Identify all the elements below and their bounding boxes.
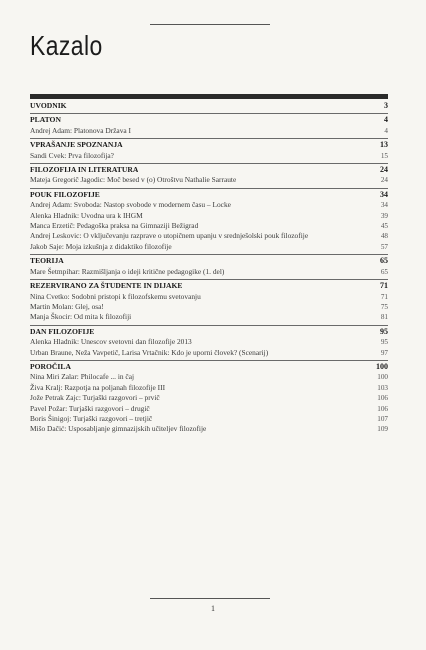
toc-entry — [30, 414, 388, 424]
toc-section — [30, 113, 388, 138]
toc-entry — [30, 211, 388, 221]
section-heading — [30, 327, 388, 337]
toc-entry — [30, 372, 388, 382]
toc-entry — [30, 424, 388, 434]
toc-entry — [30, 151, 388, 161]
entry-title: Andrej Leskovic: O vključevanju razprave o utopičnem upanju v srednješolski pouk filozofije — [30, 231, 309, 241]
entry-page-number: 97 — [380, 348, 388, 357]
entry-title: Manca Erzetič: Pedagoška praksa na Gimnaziji Bežigrad — [30, 221, 199, 231]
entry-page-number: 4 — [384, 126, 388, 135]
toc-section — [30, 100, 388, 113]
toc-entry — [30, 337, 388, 347]
entry-title: Mišo Dačić: Usposabljanje gimnazijskih učiteljev filozofije — [30, 424, 207, 434]
toc-section — [30, 360, 388, 437]
toc-section — [30, 325, 388, 360]
section-title: FILOZOFIJA IN LITERATURA — [30, 165, 139, 175]
section-page-number: 34 — [380, 189, 388, 199]
section-page-number: 4 — [384, 115, 388, 125]
section-heading — [30, 281, 388, 291]
page-title: Kazalo — [30, 30, 103, 61]
section-title: PLATON — [30, 115, 61, 125]
entry-page-number: 81 — [380, 313, 388, 322]
section-page-number: 71 — [380, 281, 388, 291]
entry-title: Jože Petrak Zajc: Turjaški razgovori – prvič — [30, 393, 160, 403]
section-title: POROČILA — [30, 361, 71, 371]
entry-title: Martin Molan: Glej, osa! — [30, 301, 104, 311]
entry-page-number: 15 — [380, 151, 388, 160]
toc-section — [30, 138, 388, 163]
toc-entry — [30, 292, 388, 302]
section-page-number: 65 — [380, 256, 388, 266]
toc-section — [30, 279, 388, 325]
entry-page-number: 34 — [380, 201, 388, 210]
toc-section — [30, 163, 388, 188]
entry-page-number: 75 — [380, 302, 388, 311]
section-page-number: 3 — [384, 101, 388, 110]
entry-page-number: 45 — [380, 222, 388, 231]
entry-title: Alenka Hladnik: Uvodna ura k IHGM — [30, 210, 143, 220]
entry-title: Manja Škocir: Od mita k filozofiji — [30, 312, 132, 322]
section-heading — [30, 362, 388, 372]
entry-title: Boris Šinigoj: Turjaški razgovori – tretjič — [30, 413, 153, 423]
page-number: 1 — [211, 604, 215, 613]
entry-page-number: 24 — [380, 176, 388, 185]
entry-title: Nina Miri Zalar: Philocafe ... in čaj — [30, 372, 135, 382]
toc-entry — [30, 200, 388, 210]
toc-entry — [30, 348, 388, 358]
entry-page-number: 100 — [377, 373, 388, 382]
entry-title: Urban Braune, Neža Vavpetič, Larisa Vrtačnik: Kdo je uporni človek? (Scenarij) — [30, 347, 269, 357]
entry-page-number: 95 — [380, 338, 388, 347]
toc-entry — [30, 383, 388, 393]
top-rule — [150, 24, 270, 25]
section-title: POUK FILOZOFIJE — [30, 189, 100, 199]
entry-title: Mateja Gregorič Jagodic: Moč besed v (o) Otroštvu Nathalie Sarraute — [30, 175, 237, 185]
entry-page-number: 106 — [377, 404, 388, 413]
section-title: REZERVIRANO ZA ŠTUDENTE IN DIJAKE — [30, 281, 183, 291]
toc-entry — [30, 267, 388, 277]
entry-title: Živa Kralj: Razpotja na poljanah filozofije III — [30, 382, 166, 392]
entry-page-number: 107 — [377, 414, 388, 423]
entry-page-number: 65 — [380, 267, 388, 276]
entry-page-number: 48 — [380, 232, 388, 241]
section-page-number: 24 — [380, 165, 388, 175]
entry-page-number: 57 — [380, 242, 388, 251]
section-heading — [30, 190, 388, 200]
section-page-number: 13 — [380, 140, 388, 150]
entry-page-number: 71 — [380, 292, 388, 301]
entry-page-number: 39 — [380, 211, 388, 220]
section-title: TEORIJA — [30, 256, 64, 266]
table-of-contents — [30, 100, 388, 437]
toc-entry — [30, 404, 388, 414]
section-heading — [30, 101, 388, 111]
toc-entry — [30, 221, 388, 231]
section-title: VPRAŠANJE SPOZNANJA — [30, 140, 123, 150]
entry-title: Jakob Saje: Moja izkušnja z didaktiko filozofije — [30, 241, 172, 251]
section-page-number: 100 — [376, 361, 388, 371]
title-divider — [30, 94, 388, 99]
entry-title: Alenka Hladnik: Unescov svetovni dan filozofije 2013 — [30, 337, 192, 347]
toc-entry — [30, 312, 388, 322]
toc-section — [30, 188, 388, 254]
section-heading — [30, 140, 388, 150]
toc-entry — [30, 126, 388, 136]
section-heading — [30, 115, 388, 125]
toc-entry — [30, 231, 388, 241]
entry-page-number: 103 — [377, 383, 388, 392]
toc-section — [30, 254, 388, 279]
section-heading — [30, 165, 388, 175]
section-page-number: 95 — [380, 326, 388, 336]
entry-title: Nina Cvetko: Sodobni pristopi k filozofskemu svetovanju — [30, 291, 201, 301]
section-title: UVODNIK — [30, 101, 67, 110]
entry-title: Mare Šetmpihar: Razmišljanja o ideji kritične pedagogike (1. del) — [30, 266, 225, 276]
toc-entry — [30, 302, 388, 312]
section-heading — [30, 256, 388, 266]
entry-page-number: 106 — [377, 394, 388, 403]
footer-rule — [150, 598, 270, 599]
entry-title: Andrej Adam: Svoboda: Nastop svobode v modernem času – Locke — [30, 200, 231, 210]
section-title: DAN FILOZOFIJE — [30, 326, 95, 336]
toc-entry — [30, 242, 388, 252]
entry-page-number: 109 — [377, 425, 388, 434]
toc-entry — [30, 393, 388, 403]
toc-entry — [30, 175, 388, 185]
entry-title: Pavel Požar: Turjaški razgovori – drugič — [30, 403, 150, 413]
entry-title: Andrej Adam: Platonova Država I — [30, 125, 131, 135]
entry-title: Sandi Cvek: Prva filozofija? — [30, 150, 114, 160]
